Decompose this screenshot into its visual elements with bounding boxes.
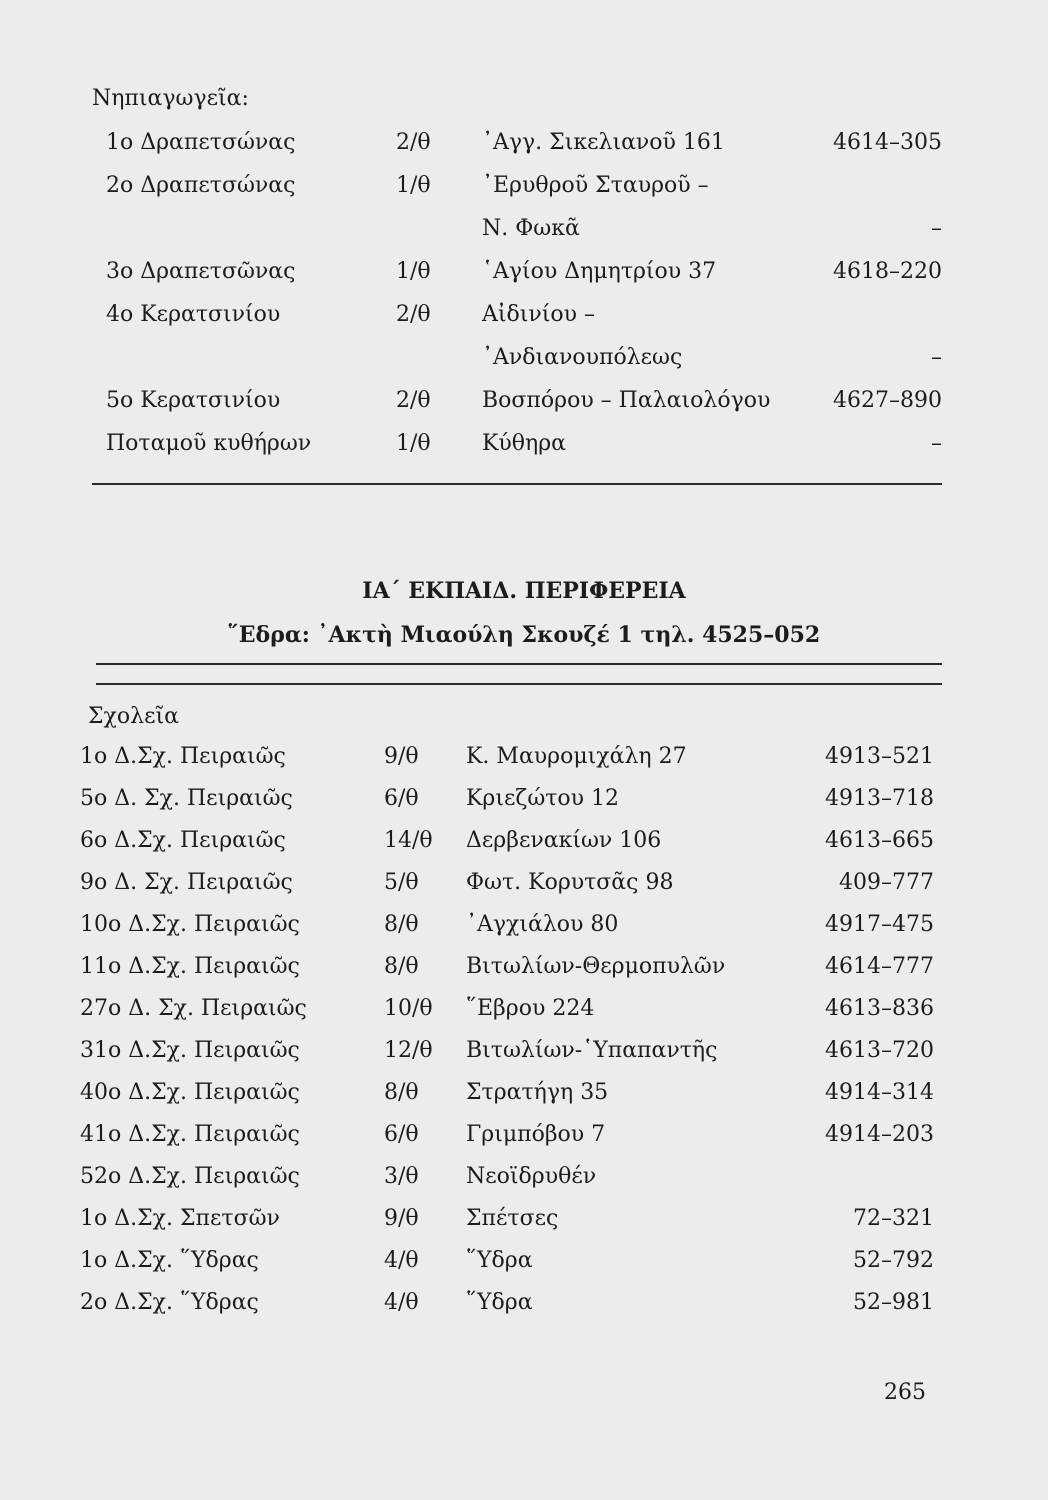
row-name: 9ο Δ. Σχ. Πειραιῶς [80,870,293,895]
row-phone: 4613–836 [825,996,934,1021]
region-title: ΙΑ΄ ΕΚΠΑΙΔ. ΠΕΡΙΦΕΡΕΙΑ [362,578,686,604]
row-name: 27ο Δ. Σχ. Πειραιῶς [80,996,307,1021]
row-phone: 4613–720 [825,1038,934,1063]
row-address: ᾿Ανδιανουπόλεως [482,345,683,370]
row-phone: 52–792 [853,1248,934,1273]
row-name: 11ο Δ.Σχ. Πειραιῶς [80,954,300,979]
row-class: 12/θ [384,1038,433,1063]
row-phone: 4914–314 [825,1080,934,1105]
row-address: Βοσπόρου – Παλαιολόγου [482,388,771,413]
row-name: 4ο Κερατσινίου [106,302,281,327]
row-class: 8/θ [384,912,419,937]
row-phone: 52–981 [853,1290,934,1315]
schools-heading: Σχολεῖα [88,704,179,729]
row-name: 10ο Δ.Σχ. Πειραιῶς [80,912,300,937]
row-name: 6ο Δ.Σχ. Πειραιῶς [80,828,286,853]
page-number: 265 [884,1380,926,1405]
row-address: Σπέτσες [466,1206,559,1231]
row-class: 4/θ [384,1248,419,1273]
row-class: 9/θ [384,744,419,769]
row-name: 1ο Δ.Σχ. ῞Υδρας [80,1248,259,1273]
row-name: 1ο Δ.Σχ. Πειραιῶς [80,744,286,769]
row-address: Δερβενακίων 106 [466,828,662,853]
row-address: Φωτ. Κορυτσᾶς 98 [466,870,674,895]
row-name: 1ο Δραπετσώνας [106,130,296,155]
row-class: 6/θ [384,786,419,811]
row-address: Στρατήγη 35 [466,1080,609,1105]
row-name: 52ο Δ.Σχ. Πειραιῶς [80,1164,300,1189]
row-address: Βιτωλίων-Θερμοπυλῶν [466,954,726,979]
divider-1 [92,483,942,485]
row-address: ῞Υδρα [466,1248,533,1273]
row-class: 9/θ [384,1206,419,1231]
row-phone: 409–777 [839,870,934,895]
row-phone: – [931,431,942,456]
row-address: Κύθηρα [482,431,567,456]
row-phone: – [931,345,942,370]
divider-3 [96,683,942,685]
row-address: ῞Εβρου 224 [466,996,595,1021]
row-phone: 72–321 [853,1206,934,1231]
row-class: 3/θ [384,1164,419,1189]
row-address: ᾿Ερυθροῦ Σταυροῦ – [482,173,709,198]
divider-2 [96,663,942,665]
row-phone: 4627–890 [833,388,942,413]
row-class: 2/θ [396,388,431,413]
row-address: Γριμπόβου 7 [466,1122,606,1147]
kindergartens-heading: Νηπιαγωγεῖα: [92,86,249,111]
row-class: 5/θ [384,870,419,895]
row-name: 31ο Δ.Σχ. Πειραιῶς [80,1038,300,1063]
row-address: ῞Υδρα [466,1290,533,1315]
row-class: 1/θ [396,173,431,198]
row-class: 14/θ [384,828,433,853]
row-address: Αἰδινίου – [482,302,595,327]
row-phone: 4618–220 [833,259,942,284]
row-class: 10/θ [384,996,433,1021]
row-phone: – [931,216,942,241]
row-class: 2/θ [396,302,431,327]
row-address: Κ. Μαυρομιχάλη 27 [466,744,687,769]
row-phone: 4913–718 [825,786,934,811]
row-name: 41ο Δ.Σχ. Πειραιῶς [80,1122,300,1147]
row-address: Βιτωλίων-῾Υπαπαντῆς [466,1038,718,1063]
row-phone: 4614–777 [825,954,934,979]
row-name: 2ο Δραπετσώνας [106,173,296,198]
region-seat: ῞Εδρα: ᾿Ακτὴ Μιαούλη Σκουζέ 1 τηλ. 4525–052 [227,622,821,648]
row-class: 4/θ [384,1290,419,1315]
row-class: 8/θ [384,954,419,979]
row-phone: 4917–475 [825,912,934,937]
row-address: Νεοϊδρυθέν [466,1164,597,1189]
row-name: Ποταμοῦ κυθήρων [106,431,312,456]
row-address: ᾿Αγγ. Σικελιανοῦ 161 [482,130,725,155]
row-address: Ν. Φωκᾶ [482,216,580,241]
row-phone: 4913–521 [825,744,934,769]
row-address: ᾿Αγχιάλου 80 [466,912,619,937]
row-class: 2/θ [396,130,431,155]
row-address: ῾Αγίου Δημητρίου 37 [482,259,717,284]
row-name: 5ο Κερατσινίου [106,388,281,413]
row-phone: 4914–203 [825,1122,934,1147]
row-name: 1ο Δ.Σχ. Σπετσῶν [80,1206,280,1231]
row-name: 40ο Δ.Σχ. Πειραιῶς [80,1080,300,1105]
row-name: 2ο Δ.Σχ. ῞Υδρας [80,1290,259,1315]
row-phone: 4614–305 [833,130,942,155]
row-phone: 4613–665 [825,828,934,853]
row-class: 1/θ [396,431,431,456]
row-class: 6/θ [384,1122,419,1147]
row-class: 1/θ [396,259,431,284]
row-address: Κριεζώτου 12 [466,786,620,811]
row-class: 8/θ [384,1080,419,1105]
row-name: 5ο Δ. Σχ. Πειραιῶς [80,786,293,811]
row-name: 3ο Δραπετσῶνας [106,259,296,284]
